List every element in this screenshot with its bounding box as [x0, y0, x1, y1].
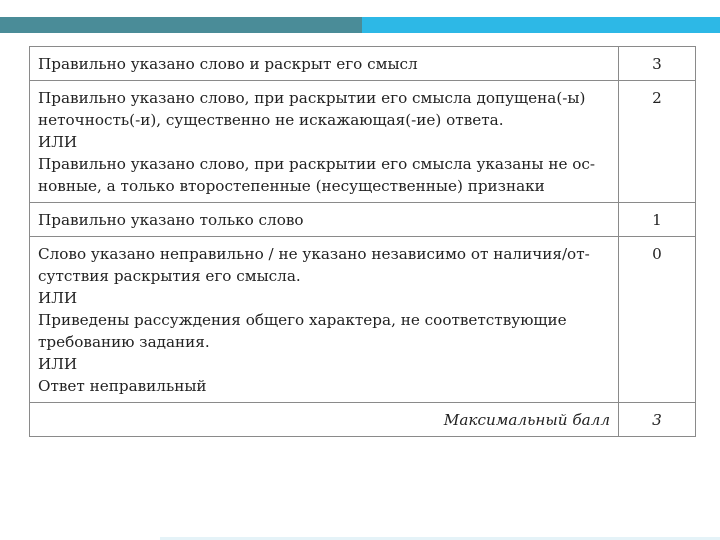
criteria-line: сутствия раскрытия его смысла. — [38, 267, 301, 285]
criteria-line: Правильно указано только слово — [38, 211, 304, 229]
or-separator: ИЛИ — [38, 133, 78, 151]
criteria-score: 0 — [619, 237, 696, 403]
criteria-line: Правильно указано слово, при раскрытии его смысла допущена(-ы) — [38, 89, 586, 107]
header-bar-cyan — [362, 17, 720, 33]
header-band — [0, 0, 720, 40]
criteria-row-2 — [30, 81, 696, 203]
criteria-line: Слово указано неправильно / не указано независимо от наличия/от- — [38, 245, 590, 263]
criteria-score: 2 — [619, 81, 696, 203]
or-separator: ИЛИ — [38, 355, 78, 373]
criteria-text — [30, 81, 619, 203]
criteria-score: 1 — [619, 203, 696, 237]
criteria-text — [30, 237, 619, 403]
or-separator: ИЛИ — [38, 289, 78, 307]
max-score-label: Максимальный балл — [30, 403, 619, 437]
max-score-value: 3 — [619, 403, 696, 437]
criteria-line: Приведены рассуждения общего характера, не соответствующие — [38, 311, 567, 329]
criteria-line: Правильно указано слово и раскрыт его смысл — [38, 55, 418, 73]
criteria-text — [30, 47, 619, 81]
criteria-line: неточность(-и), существенно не искажающая(-ие) ответа. — [38, 111, 504, 129]
scoring-criteria-table — [29, 46, 696, 437]
criteria-text — [30, 203, 619, 237]
criteria-row-1 — [30, 203, 696, 237]
criteria-line: новные, а только второстепенные (несущественные) признаки — [38, 177, 545, 195]
criteria-row-0 — [30, 237, 696, 403]
criteria-line: требованию задания. — [38, 333, 210, 351]
criteria-row-3 — [30, 47, 696, 81]
criteria-score: 3 — [619, 47, 696, 81]
max-score-row — [30, 403, 696, 437]
criteria-line: Ответ неправильный — [38, 377, 207, 395]
criteria-line: Правильно указано слово, при раскрытии его смысла указаны не ос- — [38, 155, 596, 173]
header-bar-teal — [0, 17, 362, 33]
